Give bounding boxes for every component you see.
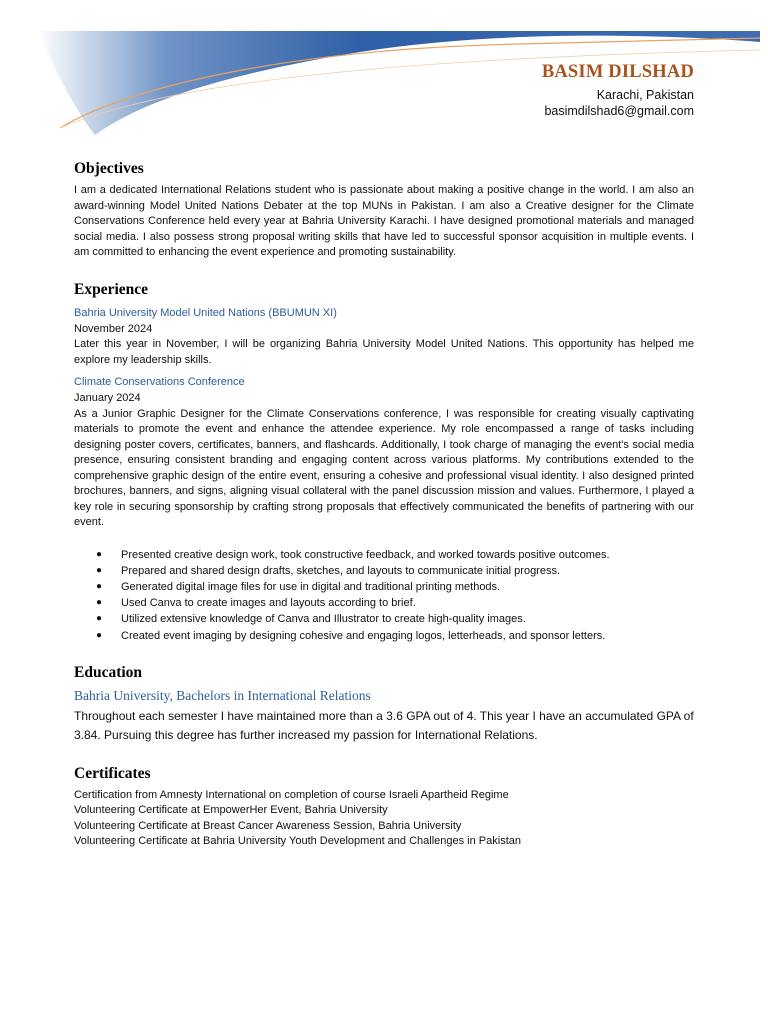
responsibilities-list (74, 547, 694, 644)
education-heading: Education (74, 663, 143, 681)
location: Karachi, Pakistan (596, 88, 694, 102)
objectives-section (74, 160, 694, 261)
experience-heading: Experience (74, 280, 149, 298)
contact-header (542, 62, 694, 119)
job-description: Later this year in November, I will be organizing Bahria University Model United Nations. This opportunity has helped me explore my leadership skills. (74, 338, 694, 366)
experience-section (74, 281, 694, 644)
certificate-item: Volunteering Certificate at Bahria University Youth Development and Challenges in Pakistan (74, 835, 521, 848)
objectives-heading: Objectives (74, 160, 144, 177)
job-title: Climate Conservations Conference (74, 376, 245, 388)
list-item: ● Generated digital image files for use in digital and traditional printing methods. (74, 579, 694, 595)
bullet-icon: ● (96, 580, 103, 592)
bullet-icon: ● (96, 564, 103, 576)
job-date: January 2024 (74, 392, 141, 404)
email: basimdilshad6@gmail.com (544, 104, 694, 118)
job-title: Bahria University Model United Nations (BBUMUN XI) (74, 306, 337, 319)
certificate-item: Certification from Amnesty International on completion of course Israeli Apartheid Regime (74, 788, 509, 801)
education-section (74, 664, 694, 745)
degree-title: Bahria University, Bachelors in International Relations (74, 687, 371, 703)
list-item: ● Prepared and shared design drafts, sketches, and layouts to communicate initial progress. (74, 563, 694, 579)
list-item: ● Used Canva to create images and layouts according to brief. (74, 595, 694, 611)
list-item: ● Presented creative design work, took constructive feedback, and worked towards positive outcomes. (74, 547, 694, 563)
education-text: Throughout each semester I have maintained more than a 3.6 GPA out of 4. This year I have an accumulated GPA of 3.84. Pursuing this degree has further increased my passion for International Relations. (74, 708, 694, 742)
candidate-name: BASIM DILSHAD (541, 62, 694, 82)
bullet-icon: ● (96, 629, 103, 641)
certificate-item: Volunteering Certificate at EmpowerHer Event, Bahria University (74, 804, 388, 817)
objectives-text: I am a dedicated International Relations student who is passionate about making a positive change in the world. I am also an award-winning Model United Nations Debater at the top MUNs in Pakistan. I am also a Creative designer for the Climate Conservations Conference held every year at Bahria University Karachi. I have designed promotional materials and managed social media. I also possess strong proposal writing skills that have led to successful sponsor acquisition in multiple events. I am committed to enhancing the event experience and promoting sustainability. (74, 184, 694, 258)
list-item: ● Utilized extensive knowledge of Canva and Illustrator to create high-quality images. (74, 611, 694, 627)
certificates-heading: Certificates (74, 764, 151, 782)
certificates-section (74, 765, 694, 850)
bullet-icon: ● (96, 548, 103, 560)
bullet-icon: ● (96, 597, 103, 609)
list-item: ● Created event imaging by designing cohesive and engaging logos, letterheads, and sponsor letters. (74, 628, 694, 644)
certificate-item: Volunteering Certificate at Breast Cancer Awareness Session, Bahria University (74, 819, 462, 832)
resume-body (74, 160, 694, 870)
job-date: November 2024 (74, 322, 153, 335)
job-description: As a Junior Graphic Designer for the Climate Conservations conference, I was responsible for creating visually captivating materials to promote the event and enhance the attendee experience. My role encompassed a range of tasks including designing poster covers, certificates, banners, and flashcards. Additionally, I took charge of managing the event's social media presence, ensuring consistent branding and engaging content across various platforms. My contributions extended to the comprehensive graphic design of the entire event, ensuring a cohesive and professional visual identity. I also designed printed brochures, banners, and signs, aligning visual collateral with the panel discussion mission and values. Furthermore, I played a key role in securing sponsorship by crafting strong proposals that effectively communicated the benefits of partnering with our event. (74, 407, 694, 528)
bullet-icon: ● (96, 613, 103, 625)
